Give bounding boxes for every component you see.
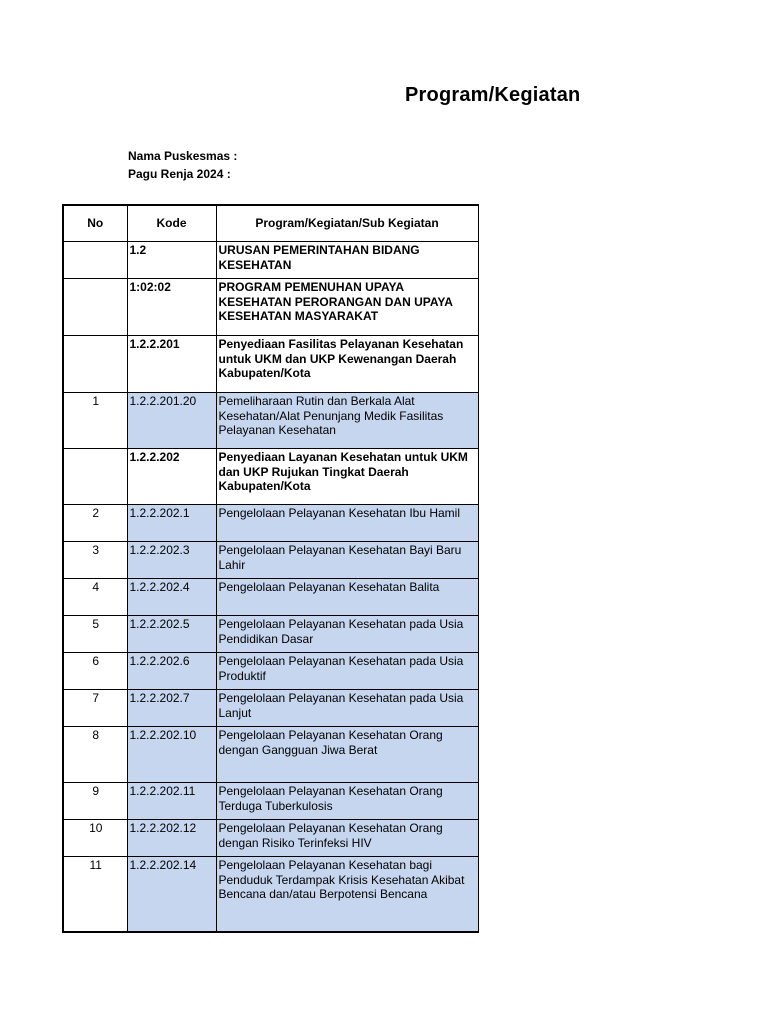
row-program-cell: Pengelolaan Pelayanan Kesehatan Orang Terduga Tuberkulosis [216, 783, 478, 820]
table-body [63, 242, 478, 932]
row-kode-cell: 1.2.2.202.1 [127, 505, 216, 542]
table-row [63, 690, 478, 727]
title-clip [0, 84, 581, 116]
table-row [63, 336, 478, 393]
row-kode-cell: 1.2.2.202 [127, 449, 216, 505]
row-kode-cell: 1.2.2.201.20 [127, 393, 216, 449]
row-no-cell [63, 279, 127, 336]
table-row [63, 653, 478, 690]
column-header-kode: Kode [127, 205, 216, 242]
row-no-cell [63, 449, 127, 505]
row-no-cell [63, 242, 127, 279]
row-kode-cell: 1.2.2.201 [127, 336, 216, 393]
row-program-cell: Pengelolaan Pelayanan Kesehatan Balita [216, 579, 478, 616]
table-row [63, 279, 478, 336]
row-program-cell: Pengelolaan Pelayanan Kesehatan bagi Penduduk Terdampak Krisis Kesehatan Akibat Bencana dan/atau Berpotensi Bencana [216, 857, 478, 932]
table-row [63, 449, 478, 505]
row-no-cell: 4 [63, 579, 127, 616]
row-no-cell: 5 [63, 616, 127, 653]
row-program-cell: URUSAN PEMERINTAHAN BIDANG KESEHATAN [216, 242, 478, 279]
row-kode-cell: 1.2.2.202.4 [127, 579, 216, 616]
row-no-cell: 8 [63, 727, 127, 783]
row-program-cell: Penyediaan Layanan Kesehatan untuk UKM dan UKP Rujukan Tingkat Daerah Kabupaten/Kota [216, 449, 478, 505]
row-program-cell: Pengelolaan Pelayanan Kesehatan Bayi Baru Lahir [216, 542, 478, 579]
table-row [63, 857, 478, 932]
row-kode-cell: 1.2.2.202.6 [127, 653, 216, 690]
table-header-row [63, 205, 478, 242]
row-no-cell: 2 [63, 505, 127, 542]
program-table [62, 204, 479, 933]
row-kode-cell: 1.2.2.202.5 [127, 616, 216, 653]
table-row [63, 242, 478, 279]
column-header-no: No [63, 205, 127, 242]
row-kode-cell: 1.2.2.202.10 [127, 727, 216, 783]
row-no-cell: 7 [63, 690, 127, 727]
row-kode-cell: 1.2.2.202.11 [127, 783, 216, 820]
row-program-cell: Pengelolaan Pelayanan Kesehatan pada Usia Lanjut [216, 690, 478, 727]
row-kode-cell: 1.2.2.202.3 [127, 542, 216, 579]
row-program-cell: PROGRAM PEMENUHAN UPAYA KESEHATAN PERORANGAN DAN UPAYA KESEHATAN MASYARAKAT [216, 279, 478, 336]
column-header-program: Program/Kegiatan/Sub Kegiatan [216, 205, 478, 242]
table-row [63, 393, 478, 449]
table-row [63, 542, 478, 579]
row-program-cell: Pengelolaan Pelayanan Kesehatan Orang dengan Risiko Terinfeksi HIV [216, 820, 478, 857]
row-no-cell: 9 [63, 783, 127, 820]
table-row [63, 820, 478, 857]
row-program-cell: Pengelolaan Pelayanan Kesehatan pada Usia Produktif [216, 653, 478, 690]
pagu-renja-label: Pagu Renja 2024 : [128, 167, 231, 181]
table-row [63, 505, 478, 542]
row-program-cell: Pengelolaan Pelayanan Kesehatan Orang dengan Gangguan Jiwa Berat [216, 727, 478, 783]
row-no-cell: 6 [63, 653, 127, 690]
row-kode-cell: 1.2.2.202.7 [127, 690, 216, 727]
row-no-cell: 11 [63, 857, 127, 932]
row-no-cell [63, 336, 127, 393]
row-kode-cell: 1.2.2.202.12 [127, 820, 216, 857]
table-row [63, 783, 478, 820]
table-row [63, 727, 478, 783]
table-row [63, 579, 478, 616]
row-no-cell: 1 [63, 393, 127, 449]
nama-puskesmas-label: Nama Puskesmas : [128, 149, 238, 163]
row-program-cell: Pemeliharaan Rutin dan Berkala Alat Kesehatan/Alat Penunjang Medik Fasilitas Pelayanan Kesehatan [216, 393, 478, 449]
row-kode-cell: 1.2 [127, 242, 216, 279]
row-program-cell: Pengelolaan Pelayanan Kesehatan pada Usia Pendidikan Dasar [216, 616, 478, 653]
row-kode-cell: 1.2.2.202.14 [127, 857, 216, 932]
row-no-cell: 3 [63, 542, 127, 579]
table-row [63, 616, 478, 653]
row-kode-cell: 1:02:02 [127, 279, 216, 336]
row-program-cell: Penyediaan Fasilitas Pelayanan Kesehatan untuk UKM dan UKP Kewenangan Daerah Kabupaten/Kota [216, 336, 478, 393]
row-program-cell: Pengelolaan Pelayanan Kesehatan Ibu Hamil [216, 505, 478, 542]
page-title: Program/Kegiatan [405, 84, 581, 106]
row-no-cell: 10 [63, 820, 127, 857]
